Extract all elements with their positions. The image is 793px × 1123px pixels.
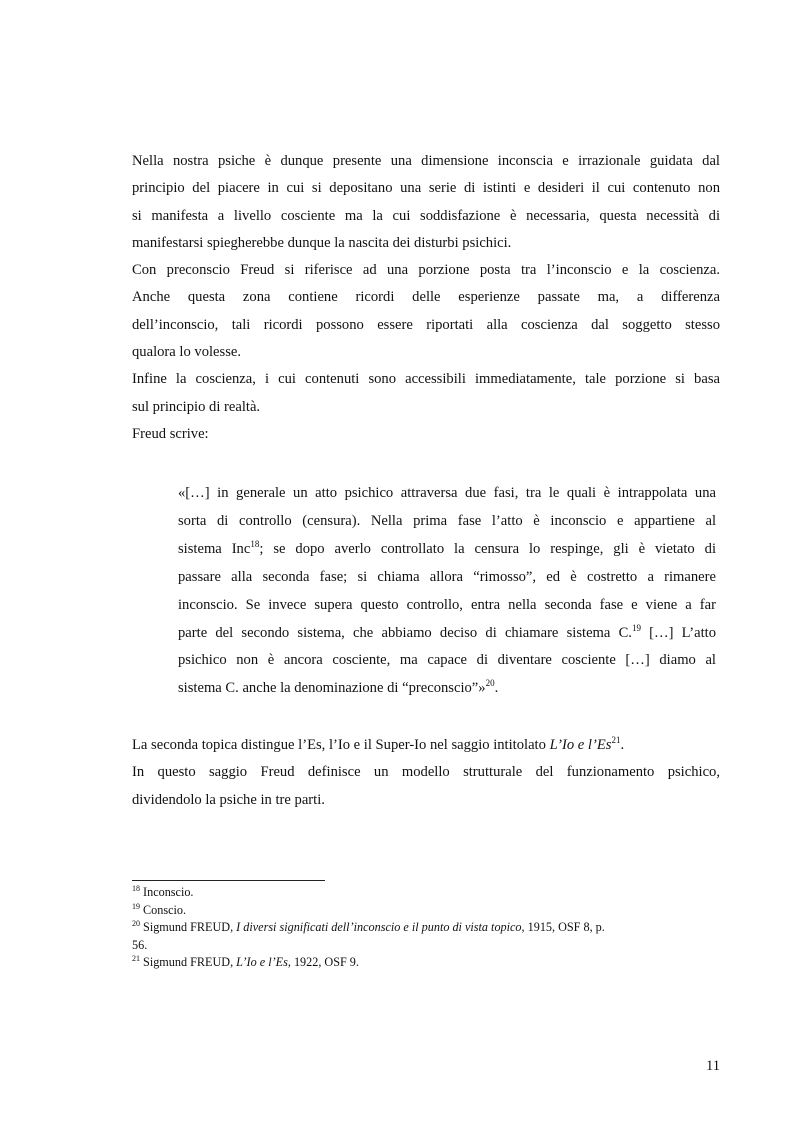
footnote-ref-21[interactable]: 21 — [611, 735, 621, 745]
quote-line: passare alla seconda fase; si chiama allora “rimosso”, ed è costretto a rimanere — [178, 568, 716, 585]
quote-line: inconscio. Se invece supera questo controllo, entra nella seconda fase e viene a far — [178, 596, 716, 613]
quote-text: parte del secondo sistema, che abbiamo deciso di chiamare sistema C. — [178, 624, 632, 641]
text-line: In questo saggio Freud definisce un modello strutturale del funzionamento psichico, — [132, 764, 720, 781]
text-line: manifestarsi spiegherebbe dunque la nascita dei disturbi psichici. — [132, 234, 512, 251]
text-line: qualora lo volesse. — [132, 344, 242, 361]
footnote-number: 18 — [132, 884, 140, 893]
quote-text: sistema Inc — [178, 540, 251, 557]
footnote-18 — [132, 884, 707, 902]
footnote-text: Conscio. — [140, 902, 187, 917]
quote-text: […] L’atto — [640, 624, 716, 641]
quote-line: sorta di controllo (censura). Nella prima fase l’atto è inconscio e appartiene al — [178, 512, 716, 529]
text-line: Infine la coscienza, i cui contenuti sono accessibili immediatamente, tale porzione si basa — [132, 371, 720, 388]
text-run: La seconda topica distingue l’Es, l’Io e il Super-Io nel saggio intitolato — [132, 737, 550, 753]
footnote-text: , 1922, OSF 9. — [287, 955, 359, 969]
footnote-ref-18[interactable]: 18 — [250, 538, 260, 549]
text-line: sul principio di realtà. — [132, 398, 261, 415]
footnote-20 — [132, 919, 707, 954]
text-line: Con preconscio Freud si riferisce ad una porzione posta tra l’inconscio e la coscienza. — [132, 262, 720, 279]
footnotes — [132, 884, 707, 972]
text-line: si manifesta a livello cosciente ma la cui soddisfazione è necessaria, questa necessità di — [132, 207, 720, 224]
text-line: Anche questa zona contiene ricordi delle esperienze passate ma, a differenza — [132, 289, 720, 306]
after-quote-text — [132, 732, 720, 814]
page-number: 11 — [705, 1058, 720, 1074]
footnote-number: 20 — [132, 919, 140, 928]
block-quote — [178, 480, 716, 703]
paragraph-psiche — [132, 148, 720, 257]
quote-text: sistema C. anche la denominazione di “preconscio”» — [178, 680, 486, 697]
quote-line: «[…] in generale un atto psichico attraversa due fasi, tra le quali è intrappolata una — [178, 485, 716, 501]
text-run: . — [620, 737, 625, 753]
footnote-separator — [132, 880, 325, 881]
footnote-21 — [132, 954, 707, 972]
footnote-text: 56. — [132, 937, 148, 952]
footnote-ref-19[interactable]: 19 — [631, 622, 641, 633]
paragraph-preconscio — [132, 257, 720, 366]
quote-line — [178, 675, 716, 703]
quote-text: ; se dopo averlo controllato la censura lo respinge, gli è vietato di — [259, 540, 716, 557]
footnote-number: 21 — [132, 954, 140, 963]
text-line: dividendolo la psiche in tre parti. — [132, 791, 325, 808]
paragraph-seconda-topica — [132, 732, 720, 759]
paragraph-coscienza — [132, 366, 720, 421]
footnote-text: , 1915, OSF 8, p. — [521, 920, 605, 934]
paragraph-modello-strutturale — [132, 759, 720, 814]
quote-line — [178, 536, 716, 564]
footnote-number: 19 — [132, 901, 140, 911]
footnote-ref-20[interactable]: 20 — [485, 678, 495, 689]
footnote-19 — [132, 902, 707, 920]
quote-line — [178, 620, 716, 648]
text-line: dell’inconscio, tali ricordi possono essere riportati alla coscienza dal soggetto stesso — [132, 316, 720, 333]
footnote-title: I diversi significati dell’inconscio e il punto di vista topico — [236, 920, 522, 934]
quote-line: psichico non è ancora cosciente, ma capace di diventare cosciente […] diamo al — [178, 652, 716, 669]
main-text — [132, 148, 720, 448]
footnote-title: L’Io e l’Es — [236, 955, 288, 969]
footnote-text: Inconscio. — [140, 885, 194, 899]
footnote-text: Sigmund FREUD, — [140, 955, 237, 969]
book-title: L’Io e l’Es — [549, 737, 612, 753]
paragraph-freud-scrive: Freud scrive: — [132, 425, 209, 442]
footnote-text: Sigmund FREUD, — [140, 920, 237, 934]
text-line: principio del piacere in cui si depositano una serie di istinti e desideri il cui contenuto non — [132, 180, 720, 197]
quote-text: . — [494, 680, 499, 697]
text-line: Nella nostra psiche è dunque presente una dimensione inconscia e irrazionale guidata dal — [132, 153, 720, 169]
